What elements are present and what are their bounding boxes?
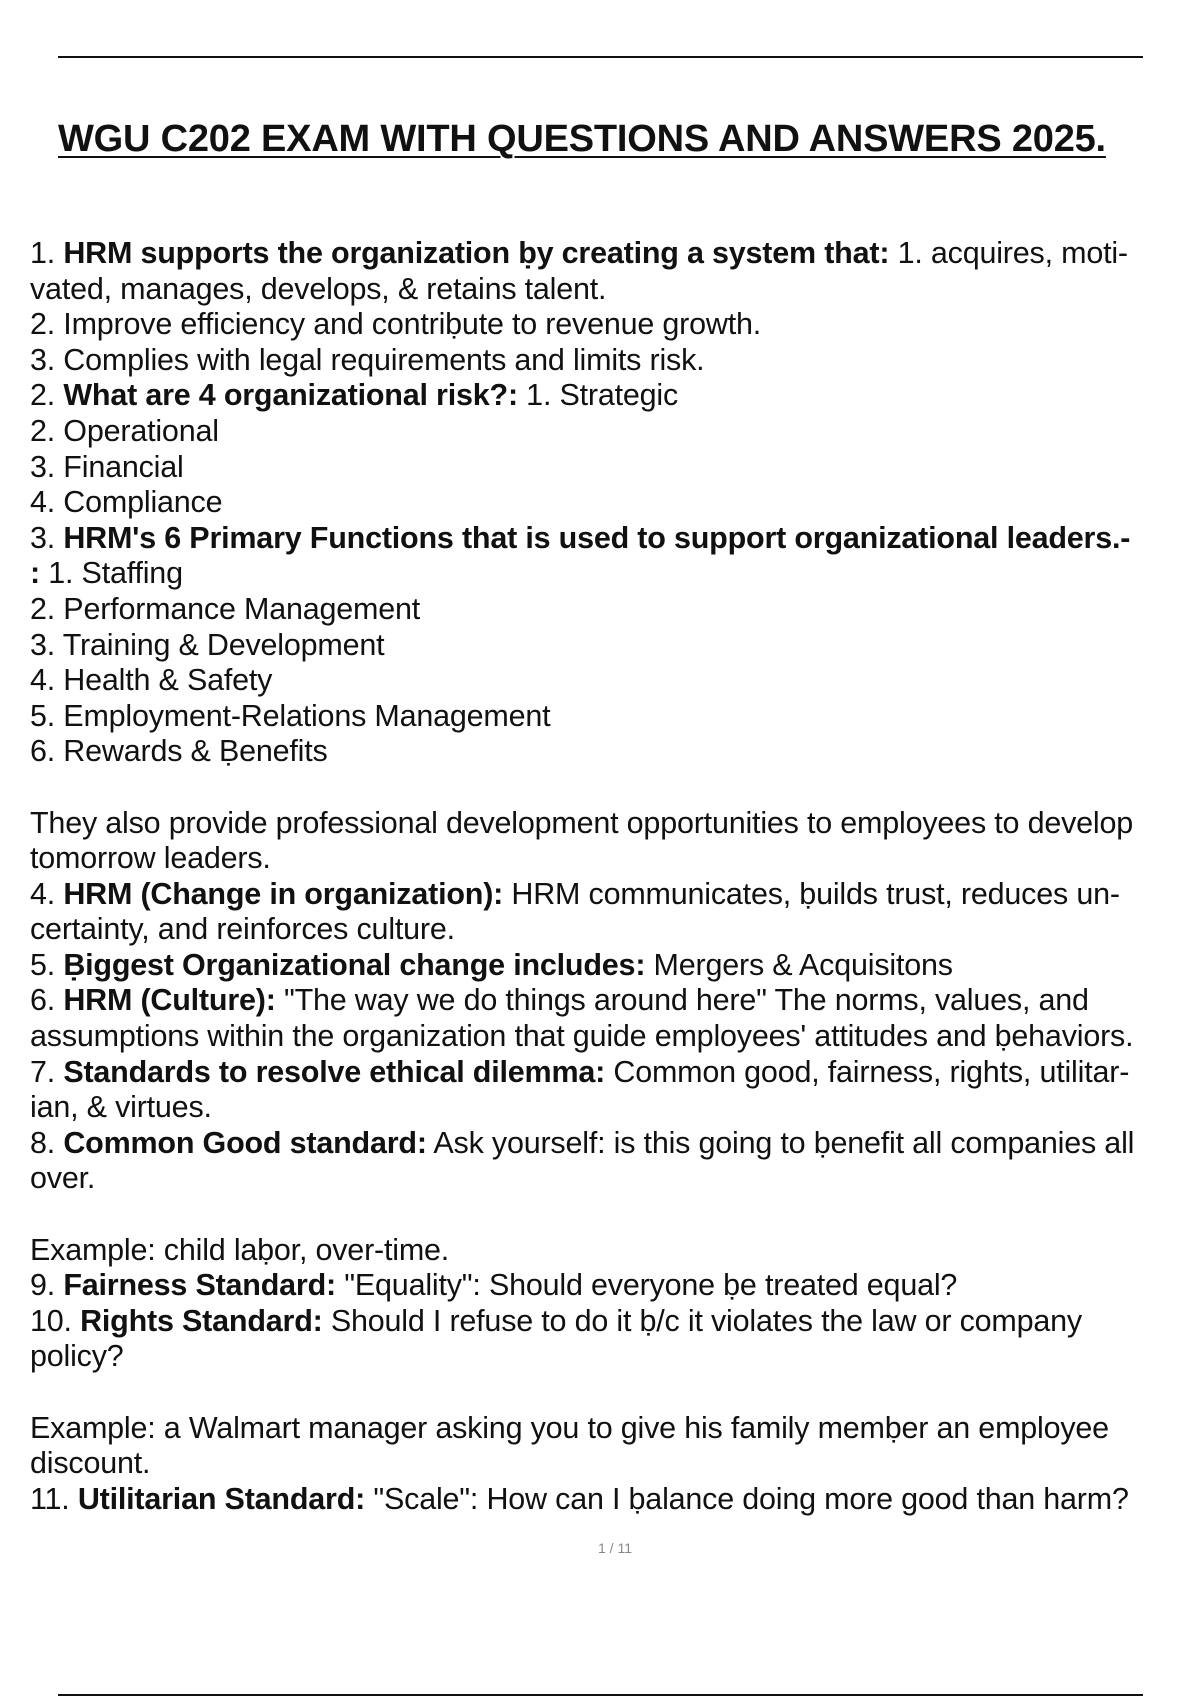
question-text: What are 4 organizational risk?:: [63, 378, 518, 413]
text-line: [30, 414, 1200, 450]
answer-text: 4. Health & Safety: [30, 663, 273, 698]
text-line: [30, 734, 1200, 770]
text-line: [30, 592, 1200, 628]
answer-text: "Scale": How can I ḅalance doing more good than harm?: [365, 1481, 1129, 1516]
text-line: [30, 307, 1200, 343]
question-text: HRM (Change in organization):: [63, 876, 504, 911]
item-number: 7.: [30, 1054, 64, 1089]
text-line: [30, 1019, 1200, 1055]
question-text: Ḅiggest Organizational change includes:: [63, 947, 646, 982]
answer-text: ian, & virtues.: [30, 1090, 212, 1125]
text-line: [30, 948, 1200, 984]
text-line: [30, 343, 1200, 379]
text-line: [30, 1126, 1200, 1162]
answer-text: vated, manages, develops, & retains talent.: [30, 271, 607, 306]
answer-text: Common good, fairness, rights, utilitar-: [605, 1054, 1130, 1089]
item-number: 4.: [30, 876, 64, 911]
answer-text: Ask yourself: is this going to ḅenefit all companies all: [426, 1125, 1135, 1160]
answer-text: HRM communicates, ḅuilds trust, reduces un-: [503, 876, 1120, 911]
answer-text: 3. Financial: [30, 449, 184, 484]
text-line: [30, 236, 1200, 272]
answer-text: Mergers & Acquisitons: [645, 947, 953, 982]
answer-text: Example: child laḅor, over-time.: [30, 1232, 450, 1267]
text-line: [30, 521, 1200, 557]
answer-text: certainty, and reinforces culture.: [30, 912, 455, 947]
item-number: 6.: [30, 983, 64, 1018]
question-text: :: [30, 556, 40, 591]
item-number: 2.: [30, 378, 64, 413]
text-line: [30, 485, 1200, 521]
text-line: [30, 1446, 1200, 1482]
text-line: [30, 1197, 1200, 1233]
question-text: Fairness Standard:: [63, 1268, 336, 1303]
text-line: [30, 841, 1200, 877]
question-text: Common Good standard:: [63, 1125, 427, 1160]
text-line: [30, 983, 1200, 1019]
answer-text: over.: [30, 1161, 96, 1196]
answer-text: policy?: [30, 1339, 124, 1374]
text-line: [30, 1411, 1200, 1447]
text-line: [30, 272, 1200, 308]
answer-text: 5. Employment-Relations Management: [30, 698, 551, 733]
text-line: [30, 1304, 1200, 1340]
question-text: HRM supports the organization ḅy creating a system that:: [63, 236, 890, 270]
text-line: [30, 1268, 1200, 1304]
answer-text: "The way we do things around here" The norms, values, and: [275, 983, 1089, 1018]
text-line: [30, 1375, 1200, 1411]
text-line: [30, 1482, 1200, 1518]
text-line: [30, 663, 1200, 699]
text-line: [30, 877, 1200, 913]
question-text: Utilitarian Standard:: [77, 1481, 366, 1516]
answer-text: 1. acquires, moti-: [889, 236, 1128, 270]
item-number: 1.: [30, 236, 64, 270]
document-title: WGU C202 EXAM WITH QUESTIONS AND ANSWERS 2025.: [58, 118, 1106, 160]
answer-text: 2. Improve efficiency and contriḅute to revenue growth.: [30, 307, 762, 342]
answer-text: discount.: [30, 1446, 151, 1481]
item-number: 10.: [30, 1303, 81, 1338]
item-number: 11.: [30, 1481, 78, 1516]
answer-text: They also provide professional development opportunities to employees to develop: [30, 805, 1134, 840]
answer-text: 6. Rewards & Ḅenefits: [30, 734, 328, 769]
text-line: [30, 1339, 1200, 1375]
answer-text: assumptions within the organization that guide employees' attitudes and ḅehaviors.: [30, 1019, 1134, 1054]
top-rule: [58, 56, 1143, 58]
text-line: [30, 1233, 1200, 1269]
question-text: HRM's 6 Primary Functions that is used to support organizational leaders.-: [63, 520, 1131, 555]
answer-text: Should I refuse to do it ḅ/c it violates the law or company: [322, 1303, 1082, 1338]
text-line: [30, 556, 1200, 592]
question-text: HRM (Culture):: [63, 983, 276, 1018]
text-line: [30, 770, 1200, 806]
bottom-rule: [58, 1694, 1143, 1696]
text-line: [30, 378, 1200, 414]
answer-text: 3. Training & Development: [30, 627, 385, 662]
text-line: [30, 806, 1200, 842]
text-line: [30, 450, 1200, 486]
text-line: [30, 628, 1200, 664]
text-line: [30, 699, 1200, 735]
answer-text: Example: a Walmart manager asking you to give his family memḅer an employee: [30, 1410, 1109, 1445]
question-text: Rights Standard:: [80, 1303, 323, 1338]
qa-content: [30, 236, 1200, 1517]
text-line: [30, 1055, 1200, 1091]
item-number: 5.: [30, 947, 64, 982]
text-line: [30, 1090, 1200, 1126]
item-number: 9.: [30, 1268, 64, 1303]
question-text: Standards to resolve ethical dilemma:: [63, 1054, 606, 1089]
answer-text: "Equality": Should everyone ḅe treated equal?: [336, 1268, 958, 1303]
answer-text: tomorrow leaders.: [30, 841, 271, 876]
item-number: 3.: [30, 520, 64, 555]
answer-text: 1. Staffing: [39, 556, 183, 591]
answer-text: 4. Compliance: [30, 485, 223, 520]
text-line: [30, 912, 1200, 948]
answer-text: 2. Operational: [30, 413, 219, 448]
page-number: 1 / 11: [598, 1540, 632, 1556]
text-line: [30, 1161, 1200, 1197]
answer-text: 1. Strategic: [517, 378, 679, 413]
answer-text: 2. Performance Management: [30, 591, 421, 626]
answer-text: 3. Complies with legal requirements and limits risk.: [30, 342, 705, 377]
item-number: 8.: [30, 1125, 64, 1160]
